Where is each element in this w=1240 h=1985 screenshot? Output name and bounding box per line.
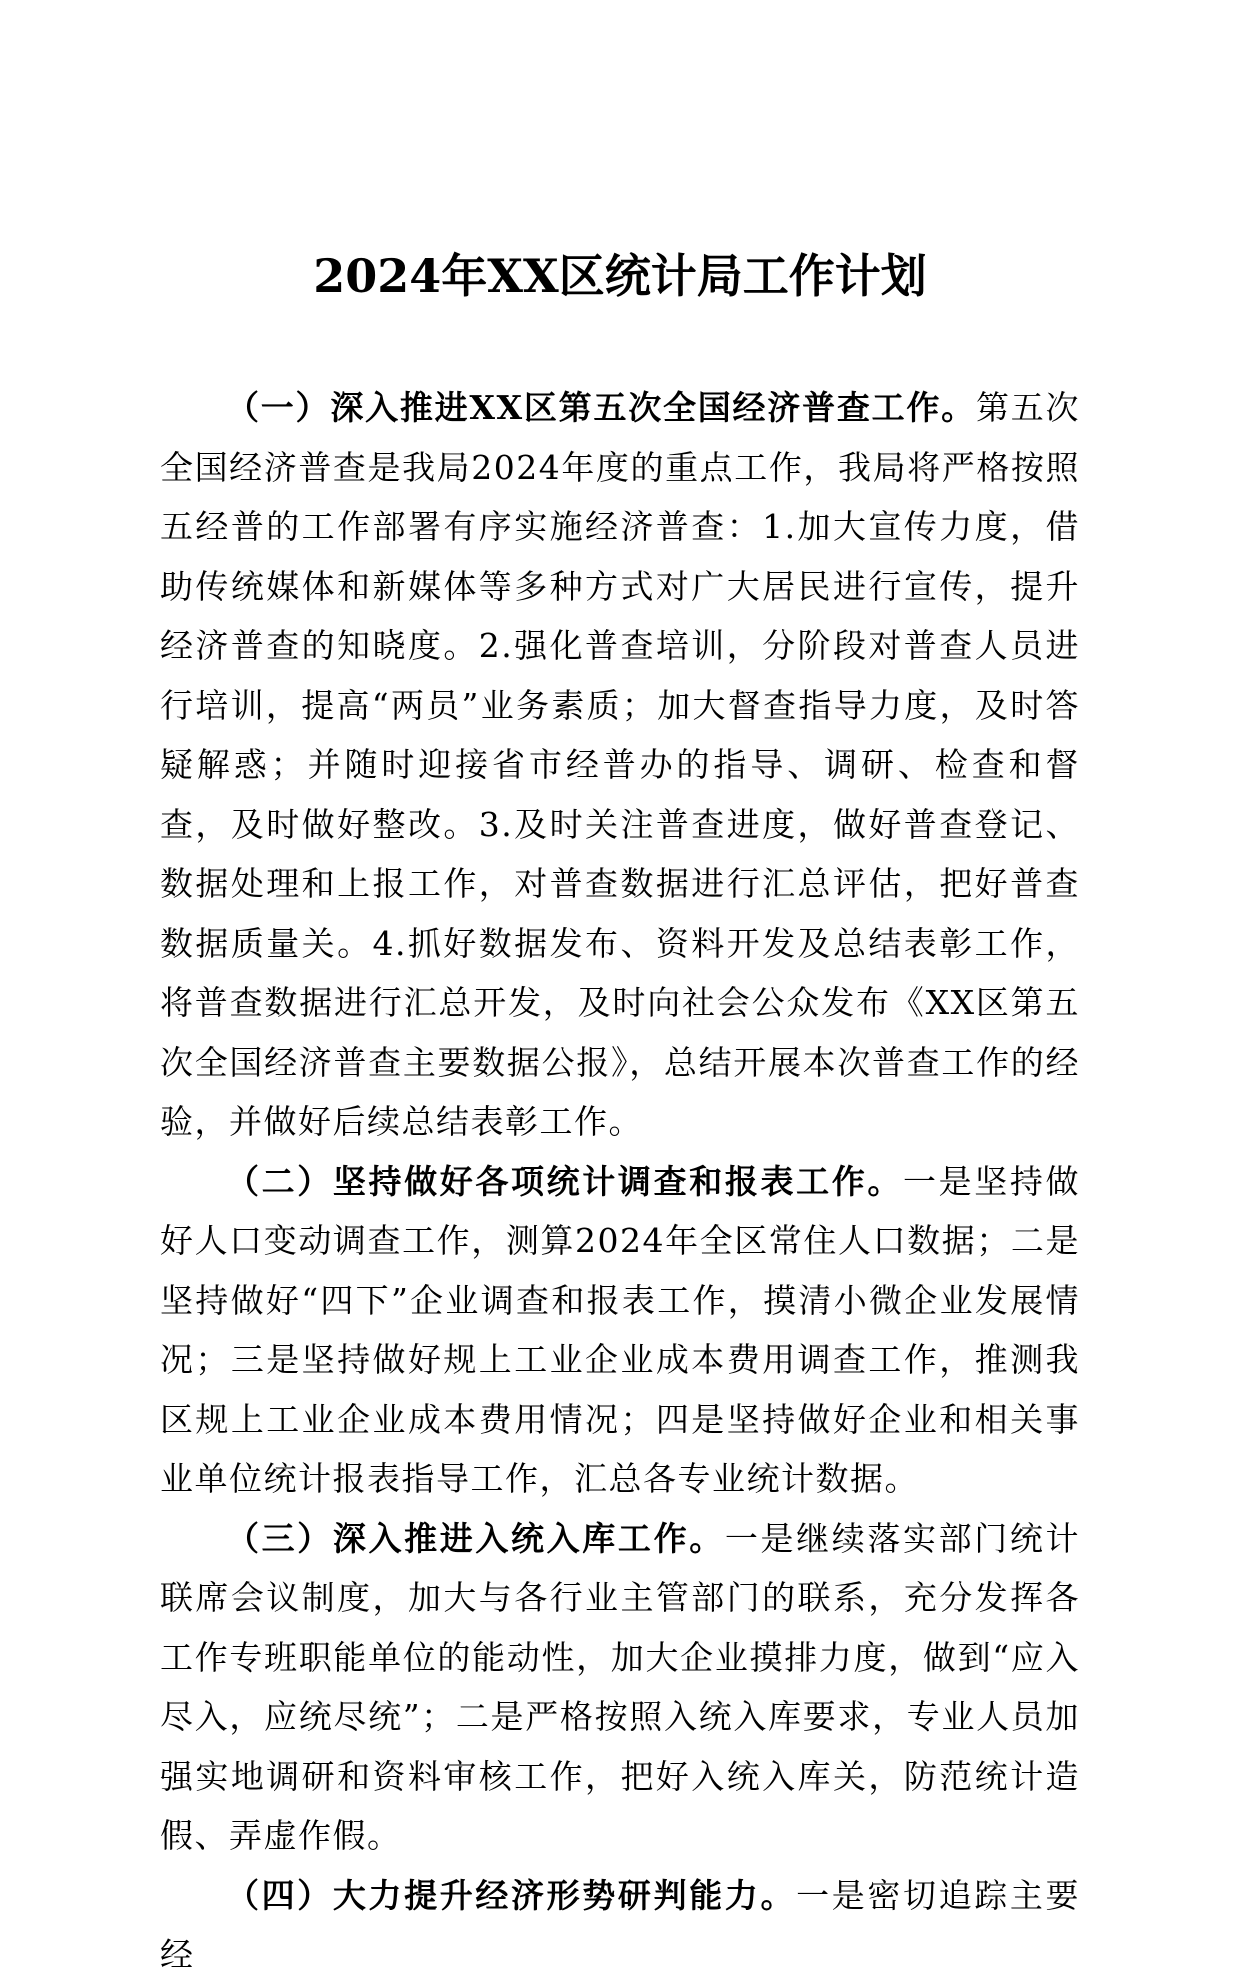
section-1-heading: （一）深入推进XX区第五次全国经济普查工作。: [226, 388, 976, 427]
section-2-heading: （二）坚持做好各项统计调查和报表工作。: [226, 1161, 903, 1201]
section-4-heading: （四）大力提升经济形势研判能力。: [226, 1875, 797, 1915]
section-3-paragraph: [160, 1509, 1080, 1866]
section-2-paragraph: [160, 1152, 1080, 1509]
section-3-body: 一是继续落实部门统计联席会议制度，加大与各行业主管部门的联系，充分发挥各工作专班职能单位的能动性，加大企业摸排力度，做到“应入尽入，应统尽统”；二是严格按照入统入库要求，专业人员加强实地调研和资料审核工作，把好入统入库关，防范统计造假、弄虚作假。: [160, 1518, 1081, 1855]
document-body: [160, 378, 1080, 1985]
section-4-body: 一是密切追踪主要经: [160, 1875, 1081, 1974]
section-3-heading: （三）深入推进入统入库工作。: [226, 1518, 725, 1558]
section-1-body: 第五次全国经济普查是我局2024年度的重点工作，我局将严格按照五经普的工作部署有序实施经济普查：1.加大宣传力度，借助传统媒体和新媒体等多种方式对广大居民进行宣传，提升经济普查的知晓度。2.强化普查培训，分阶段对普查人员进行培训，提高“两员”业务素质；加大督查指导力度，及时答疑解惑；并随时迎接省市经普办的指导、调研、检查和督查，及时做好整改。3.及时关注普查进度，做好普查登记、数据处理和上报工作，对普查数据进行汇总评估，把好普查数据质量关。4.抓好数据发布、资料开发及总结表彰工作，将普查数据进行汇总开发，及时向社会公众发布《XX区第五次全国经济普查主要数据公报》，总结开展本次普查工作的经验，并做好后续总结表彰工作。: [160, 388, 1080, 1141]
section-4-paragraph: [160, 1866, 1080, 1985]
section-1-paragraph: [160, 378, 1080, 1152]
document-title: 2024年XX区统计局工作计划: [313, 249, 927, 303]
section-2-body: 一是坚持做好人口变动调查工作，测算2024年全区常住人口数据；二是坚持做好“四下”企业调查和报表工作，摸清小微企业发展情况；三是坚持做好规上工业企业成本费用调查工作，推测我区规上工业企业成本费用情况；四是坚持做好企业和相关事业单位统计报表指导工作，汇总各专业统计数据。: [160, 1161, 1081, 1498]
